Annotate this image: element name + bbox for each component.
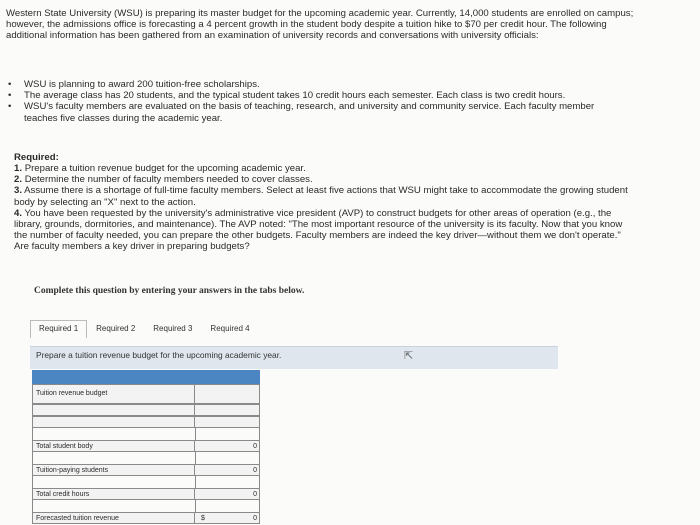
table-title-row bbox=[32, 384, 260, 404]
table-spacer bbox=[32, 476, 260, 488]
row-label: Total credit hours bbox=[33, 489, 195, 499]
table-row bbox=[32, 464, 260, 476]
table-cell bbox=[195, 385, 261, 403]
list-item: • The average class has 20 students, and the typical student takes 10 credit hours each semester. Each class is two credit hours. bbox=[8, 90, 566, 102]
table-cell[interactable] bbox=[33, 417, 195, 427]
table-row bbox=[32, 404, 260, 416]
list-item: 4. You have been requested by the university's administrative vice president (AVP) to construct budgets for other areas of operation (e.g., the library, grounds, dormitories, and maintenance). The AVP noted: "The most important resource of the university is its faculty. Now that you know the number of faculty needed, you can prepare the other budgets. Faculty members are indeed the key driver—without them we don't operate." Are faculty members a key driver in preparing budgets? bbox=[14, 207, 623, 253]
table-spacer bbox=[32, 428, 260, 440]
table-row bbox=[32, 440, 260, 452]
table-title: Tuition revenue budget bbox=[33, 385, 195, 403]
prompt-text: Prepare a tuition revenue budget for the upcoming academic year. bbox=[36, 350, 282, 360]
table-spacer bbox=[32, 452, 260, 464]
required-list bbox=[14, 163, 634, 253]
required-heading: Required: bbox=[14, 152, 59, 163]
row-label: Forecasted tuition revenue bbox=[33, 513, 195, 523]
info-bullet-list bbox=[8, 79, 628, 124]
list-item: 2. Determine the number of faculty members needed to cover classes. bbox=[14, 174, 313, 186]
row-value[interactable]: 0 bbox=[253, 467, 257, 474]
row-value[interactable]: 0 bbox=[253, 515, 257, 522]
list-item: 1. Prepare a tuition revenue budget for the upcoming academic year. bbox=[14, 163, 306, 174]
tab-required-1[interactable]: Required 1 bbox=[30, 320, 87, 338]
list-item: • WSU is planning to award 200 tuition-free scholarships. bbox=[8, 79, 260, 90]
table-spacer bbox=[32, 500, 260, 512]
tab-required-4[interactable]: Required 4 bbox=[210, 324, 250, 333]
row-label: Total student body bbox=[33, 441, 195, 451]
list-item: 3. Assume there is a shortage of full-time faculty members. Select at least five actions that WSU might take to accommodate the growing student body by selecting an "X" next to the action. bbox=[14, 185, 628, 208]
table-cell[interactable] bbox=[195, 405, 261, 415]
tab-bar bbox=[30, 320, 259, 336]
row-value[interactable]: 0 bbox=[253, 443, 257, 450]
list-item: • WSU's faculty members are evaluated on the basis of teaching, research, and university and community service. Each faculty member teaches five classes during the academic year. bbox=[8, 101, 595, 124]
table-cell[interactable] bbox=[195, 417, 261, 427]
table-row bbox=[32, 488, 260, 500]
table-row bbox=[32, 416, 260, 428]
tab-required-2[interactable]: Required 2 bbox=[96, 324, 136, 333]
table-header bbox=[32, 370, 260, 384]
table-row bbox=[32, 512, 260, 524]
cursor-icon: ⇱ bbox=[404, 350, 414, 362]
table-cell[interactable] bbox=[33, 405, 195, 415]
problem-intro: Western State University (WSU) is preparing its master budget for the upcoming academic year. Currently, 14,000 students are enrolled on campus; however, the admissions office is forecasting a 4 percent growth in the student body despite a tuition hike to $70 per credit hour. The following additional information has been gathered from an examination of university records and conversations with university officials: bbox=[6, 8, 634, 42]
tab-required-3[interactable]: Required 3 bbox=[153, 324, 193, 333]
row-value[interactable]: 0 bbox=[253, 491, 257, 498]
instruction-text: Complete this question by entering your answers in the tabs below. bbox=[34, 286, 305, 296]
currency-symbol: $ bbox=[201, 515, 205, 522]
row-label: Tuition-paying students bbox=[33, 465, 195, 475]
